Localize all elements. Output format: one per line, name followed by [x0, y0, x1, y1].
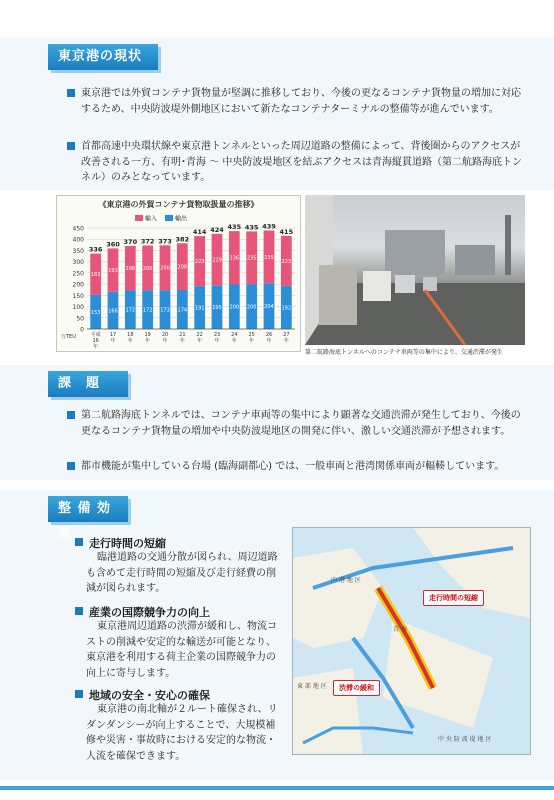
bar-import-label: 200: [142, 265, 153, 272]
x-tick-label: 19: [144, 332, 151, 338]
bar-import-label: 236: [229, 255, 240, 262]
section-heading-effects: 整 備 効 果: [48, 496, 128, 522]
bar-export-label: 200: [246, 304, 257, 311]
x-tick-label: 18: [127, 332, 134, 338]
issue-bullet-1: 第二航路海底トンネルでは、コンテナ車両等の集中により顕著な交通渋滞が発生しており、今後の更なるコンテナ貨物量の増加や中央防波堤地区の開発に伴い、激しい交通渋滞が予想されます。: [81, 408, 526, 439]
photo-building: [455, 245, 495, 275]
x-tick-label: 24: [231, 332, 238, 338]
y-tick-label: 450: [72, 225, 84, 233]
y-tick-label: 0: [80, 326, 84, 334]
x-tick-label: 23: [213, 332, 221, 338]
y-tick-label: 350: [72, 247, 84, 255]
x-tick-label: 平成: [90, 332, 101, 338]
bar-import-label: 223: [281, 258, 292, 265]
y-tick-label: 400: [72, 236, 84, 244]
x-tick-label: 年: [249, 338, 255, 344]
bullet-marker: [67, 89, 75, 97]
bar-export-label: 192: [281, 305, 292, 312]
bar-total-label: 372: [140, 237, 155, 246]
photo-caption: 第二航路海底トンネルへのコンテナ車両等の集中により、交通渋滞が発生: [305, 349, 503, 356]
y-unit-label: 万TEU: [61, 334, 76, 340]
photo-crane: [505, 215, 511, 275]
photo-truck: [423, 277, 437, 291]
bar-import-label: 208: [177, 264, 188, 271]
bar-export-label: 174: [177, 307, 188, 314]
bar-total-label: 370: [123, 237, 138, 246]
bullet-marker: [67, 142, 75, 150]
y-tick-label: 300: [72, 259, 84, 267]
y-tick-label: 250: [72, 270, 84, 278]
x-tick-label: 年: [93, 344, 99, 350]
y-tick-label: 200: [72, 281, 84, 289]
legend-swatch: [135, 215, 143, 221]
x-tick-label: 20: [161, 332, 169, 338]
bar-import-label: 229: [212, 257, 222, 264]
x-tick-label: 年: [266, 338, 272, 344]
y-tick-label: 50: [76, 315, 84, 323]
bar-total-label: 439: [262, 222, 276, 231]
effect-title-safety: 地域の安全・安心の確保: [89, 687, 210, 703]
map-land-chuo-bohatei: [383, 618, 493, 728]
status-bullet-1: 東京港では外貿コンテナ貨物量が堅調に推移しており、今後の更なるコンテナ貨物量の増加に対応するため、中央防波堤外側地区において新たなコンテナターミナルの整備等が進んでいます。: [81, 86, 526, 117]
section-heading-issues: 課 題: [48, 371, 128, 397]
x-tick-label: 27: [283, 332, 290, 338]
map-label-chuo-bohatei: 中 央 防 波 堤 地 区: [438, 736, 492, 743]
issue-bullet-2: 都市機能が集中している台場 (臨海副都心) では、一般車両と港湾関係車両が輻輳しています。: [81, 459, 526, 475]
effect-title-travel-time: 走行時間の短縮: [89, 535, 166, 551]
bar-export-label: 166: [108, 308, 118, 315]
route-map: [292, 527, 531, 755]
bar-import-label: 198: [125, 266, 136, 273]
x-tick-label: 年: [231, 338, 237, 344]
effect-body-safety: 東京港の南北軸が２ルート確保され、リダンダンシーが向上することで、大規模補修や災害・事故時における安定的な物流・人流を確保できます。: [86, 704, 278, 762]
x-tick-label: 年: [162, 338, 168, 344]
photo-truck: [319, 265, 357, 325]
container-volume-chart: [56, 195, 301, 352]
photo-truck: [395, 275, 415, 293]
chart-plot: [57, 210, 300, 350]
bar-total-label: 435: [227, 223, 242, 232]
bar-import-label: 223: [194, 259, 205, 266]
bullet-marker: [75, 607, 83, 615]
map-callout-congestion: 渋滞の緩和: [333, 680, 380, 696]
bar-total-label: 435: [244, 223, 259, 232]
map-label-inner-port: 内 港 地 区: [331, 577, 361, 584]
bar-export-label: 173: [160, 307, 170, 314]
legend-swatch: [165, 215, 173, 221]
bar-total-label: 424: [210, 225, 224, 234]
bar-export-label: 153: [90, 309, 101, 316]
bar-export-label: 204: [264, 304, 274, 311]
bar-export-label: 195: [212, 305, 222, 312]
x-tick-label: 16: [92, 338, 99, 344]
x-tick-label: 22: [196, 332, 203, 338]
x-tick-label: 21: [179, 332, 186, 338]
bar-export-label: 200: [229, 304, 240, 311]
x-tick-label: 年: [127, 338, 133, 344]
bullet-marker: [67, 411, 75, 419]
status-bullet-2: 首都高速中央環状線や東京港トンネルといった周辺道路の整備によって、背後圏からのアクセスが改善される一方、有明･青海 ～ 中央防波堤地区を結ぶアクセスは青海縦貫道路（第二航路海底トンネル）のみとなっています。: [81, 139, 526, 186]
bar-total-label: 360: [106, 240, 120, 249]
bullet-marker: [75, 538, 83, 546]
footer-rule: [0, 786, 554, 790]
effect-body-competitiveness: 東京港周辺道路の渋滞が緩和し、物流コストの削減や安定的な輸送が可能となり、東京港を利用する荷主企業の国際競争力の向上に寄与します。: [86, 621, 277, 679]
x-tick-label: 年: [214, 338, 220, 344]
map-label-aomi: 青 海: [393, 626, 407, 633]
bar-total-label: 415: [279, 227, 294, 236]
effect-body-travel-time: 臨港道路の交通分散が図られ、周辺道路も含めて走行時間の短縮及び走行経費の削減が図られます。: [86, 552, 278, 594]
x-tick-label: 25: [248, 332, 255, 338]
bar-import-label: 193: [108, 268, 118, 275]
map-label-east-district: 東 部 地 区: [297, 683, 327, 690]
x-tick-label: 年: [110, 338, 116, 344]
bar-total-label: 373: [158, 237, 172, 246]
bar-export-label: 172: [142, 307, 153, 314]
bullet-marker: [67, 462, 75, 470]
tunnel-traffic-photo: [305, 195, 525, 345]
x-tick-label: 26: [265, 332, 273, 338]
bar-export-label: 172: [125, 307, 136, 314]
bar-total-label: 336: [88, 245, 103, 254]
route-map-illustration: [293, 528, 530, 754]
bar-total-label: 382: [175, 235, 190, 244]
bar-import-label: 235: [246, 255, 257, 262]
bar-import-label: 183: [90, 272, 101, 279]
bullet-marker: [75, 690, 83, 698]
legend-label: 輸出: [175, 215, 188, 223]
photo-building: [385, 230, 445, 275]
x-tick-label: 17: [109, 332, 117, 338]
effect-title-competitiveness: 産業の国際競争力の向上: [89, 604, 210, 620]
chart-title: 《東京港の外貿コンテナ貨物取扱量の推移》: [98, 200, 259, 209]
map-land-inner-port: [293, 548, 383, 648]
map-callout-travel-time: 走行時間の短縮: [423, 590, 484, 606]
bar-import-label: 235: [264, 254, 274, 261]
y-tick-label: 150: [72, 292, 84, 300]
x-tick-label: 年: [283, 338, 289, 344]
x-tick-label: 年: [197, 338, 203, 344]
photo-truck: [363, 271, 391, 301]
x-tick-label: 年: [145, 338, 151, 344]
x-tick-label: 年: [179, 338, 185, 344]
section-heading-current-status: 東京港の現状: [48, 44, 158, 70]
legend-label: 輸入: [145, 215, 158, 223]
traffic-photo-illustration: [305, 195, 525, 345]
bar-total-label: 414: [192, 228, 207, 237]
y-tick-label: 100: [72, 304, 84, 312]
bar-export-label: 191: [194, 305, 205, 312]
bar-import-label: 200: [160, 265, 170, 272]
